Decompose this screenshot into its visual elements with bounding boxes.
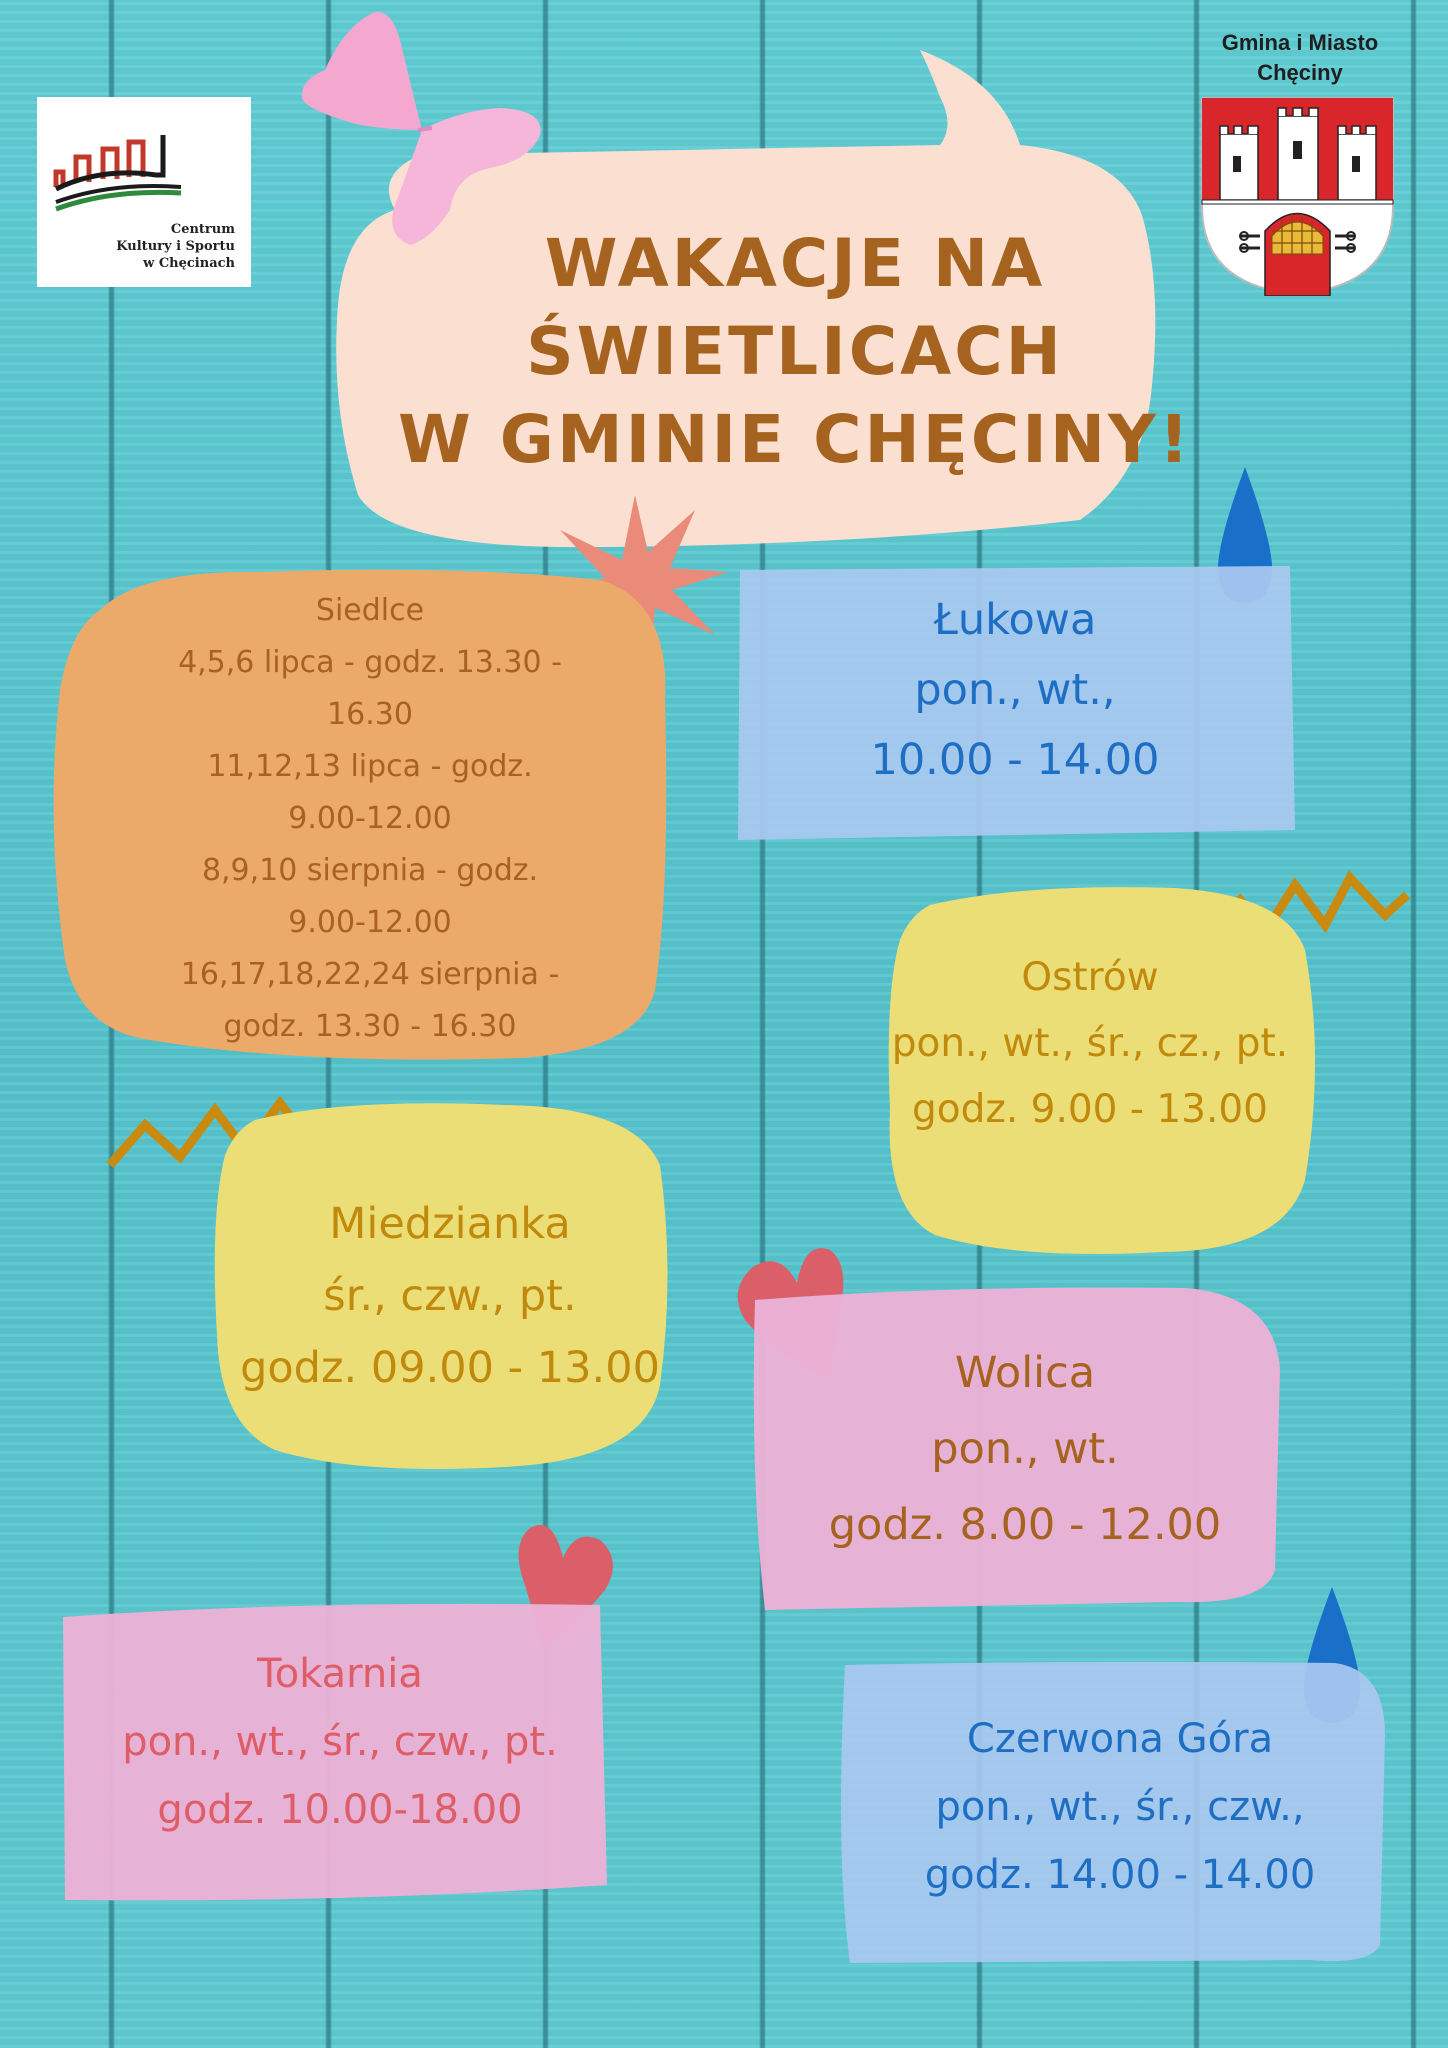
ostrow-hours: godz. 9.00 - 13.00 [912, 1087, 1268, 1132]
coat-of-arms-icon [1200, 96, 1395, 296]
siedlce-line-7: 16,17,18,22,24 sierpnia - [180, 957, 560, 992]
wolica-days: pon., wt. [931, 1424, 1119, 1474]
siedlce-line-1: 4,5,6 lipca - godz. 13.30 - [178, 645, 562, 680]
tokarnia-hours: godz. 10.00-18.00 [157, 1787, 523, 1833]
ostrow-card [830, 945, 1350, 1143]
siedlce-card [70, 585, 670, 1053]
gmina-label [1175, 28, 1425, 88]
siedlce-line-8: godz. 13.30 - 16.30 [223, 1009, 517, 1044]
lukowa-card [725, 585, 1305, 795]
lukowa-hours: 10.00 - 14.00 [870, 735, 1160, 785]
title-line-1: WAKACJE NA [544, 225, 1046, 302]
butterfly-icon [300, 10, 550, 250]
lukowa-name: Łukowa [933, 595, 1097, 645]
czerwona-gora-name: Czerwona Góra [966, 1716, 1274, 1762]
siedlce-line-2: 16.30 [327, 697, 413, 732]
gmina-line-2: Chęciny [1257, 60, 1343, 85]
wolica-hours: godz. 8.00 - 12.00 [828, 1500, 1222, 1550]
castle-logo-icon [51, 127, 191, 217]
miedzianka-name: Miedzianka [329, 1199, 571, 1249]
siedlce-line-6: 9.00-12.00 [288, 905, 452, 940]
czerwona-gora-days: pon., wt., śr., czw., [935, 1784, 1305, 1830]
lukowa-days: pon., wt., [914, 665, 1116, 715]
miedzianka-hours: godz. 09.00 - 13.00 [240, 1343, 660, 1393]
siedlce-line-3: 11,12,13 lipca - godz. [207, 749, 533, 784]
tokarnia-days: pon., wt., śr., czw., pt. [122, 1719, 558, 1765]
siedlce-name: Siedlce [315, 593, 425, 628]
czerwona-gora-hours: godz. 14.00 - 14.00 [924, 1852, 1316, 1898]
ostrow-name: Ostrów [1021, 955, 1159, 1000]
logo-line-3: w Chęcinach [143, 256, 235, 271]
logo-line-2: Kultury i Sportu [116, 239, 235, 254]
title-line-2: ŚWIETLICACH [526, 313, 1064, 390]
tokarnia-card [60, 1640, 620, 1844]
title-line-3: W GMINIE CHĘCINY! [398, 401, 1192, 478]
siedlce-line-4: 9.00-12.00 [288, 801, 452, 836]
ostrow-days: pon., wt., śr., cz., pt. [891, 1021, 1289, 1066]
wolica-name: Wolica [954, 1348, 1096, 1398]
tokarnia-name: Tokarnia [257, 1651, 423, 1697]
miedzianka-days: śr., czw., pt. [323, 1271, 577, 1321]
ckis-logo [37, 97, 251, 287]
wolica-card [740, 1335, 1310, 1563]
logo-line-1: Centrum [170, 222, 235, 237]
czerwona-gora-card [830, 1705, 1410, 1909]
gmina-line-1: Gmina i Miasto [1221, 30, 1379, 55]
page-title [380, 220, 1210, 484]
siedlce-line-5: 8,9,10 sierpnia - godz. [201, 853, 539, 888]
miedzianka-card [180, 1188, 720, 1404]
